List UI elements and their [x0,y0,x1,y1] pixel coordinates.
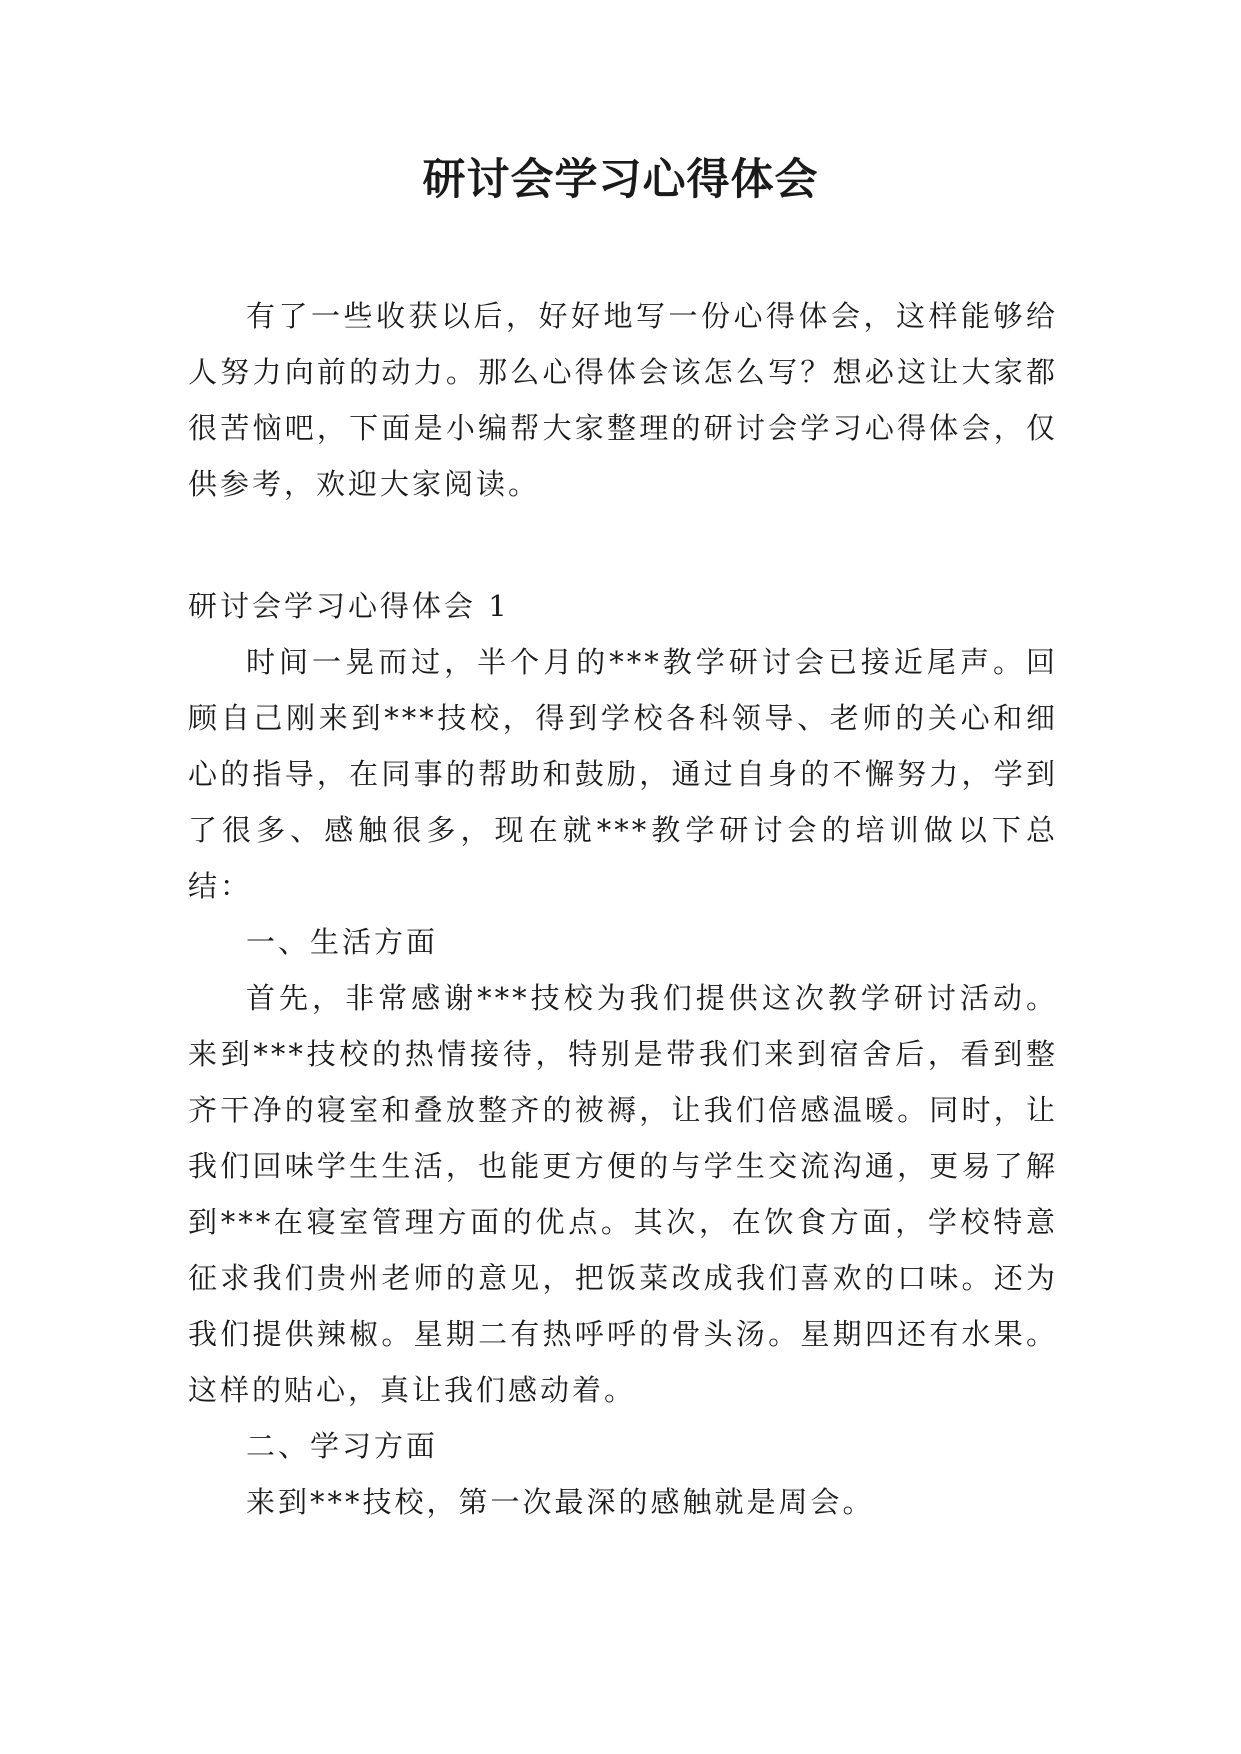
section-title: 研讨会学习心得体会 1 [188,589,510,623]
body-paragraph-1: 时间一晃而过，半个月的***教学研讨会已接近尾声。回顾自己刚来到***技校，得到学校各科领导、老师的关心和细心的指导，在同事的帮助和鼓励，通过自身的不懈努力，学到了很多、感触很多，现在就***教学研讨会的培训做以下总结： [188,645,1058,903]
document-title: 研讨会学习心得体会 [422,155,819,205]
body-paragraph-2: 首先，非常感谢***技校为我们提供这次教学研讨活动。来到***技校的热情接待，特别是带我们来到宿舍后，看到整齐干净的寝室和叠放整齐的被褥，让我们倍感温暖。同时，让我们回味学生生活，也能更方便的与学生交流沟通，更易了解到***在寝室管理方面的优点。其次，在饮食方面，学校特意征求我们贵州老师的意见，把饭菜改成我们喜欢的口味。还为我们提供辣椒。星期二有热呼呼的骨头汤。星期四还有水果。这样的贴心，真让我们感动着。 [188,981,1058,1407]
subheading-life: 一、生活方面 [246,925,439,959]
intro-paragraph: 有了一些收获以后，好好地写一份心得体会，这样能够给人努力向前的动力。那么心得体会该怎么写？想必这让大家都很苦恼吧，下面是小编帮大家整理的研讨会学习心得体会，仅供参考，欢迎大家阅读。 [188,299,1058,501]
body-paragraph-3: 来到***技校，第一次最深的感触就是周会。 [246,1485,875,1519]
subheading-study: 二、学习方面 [246,1429,439,1463]
document-body [188,288,1058,1530]
